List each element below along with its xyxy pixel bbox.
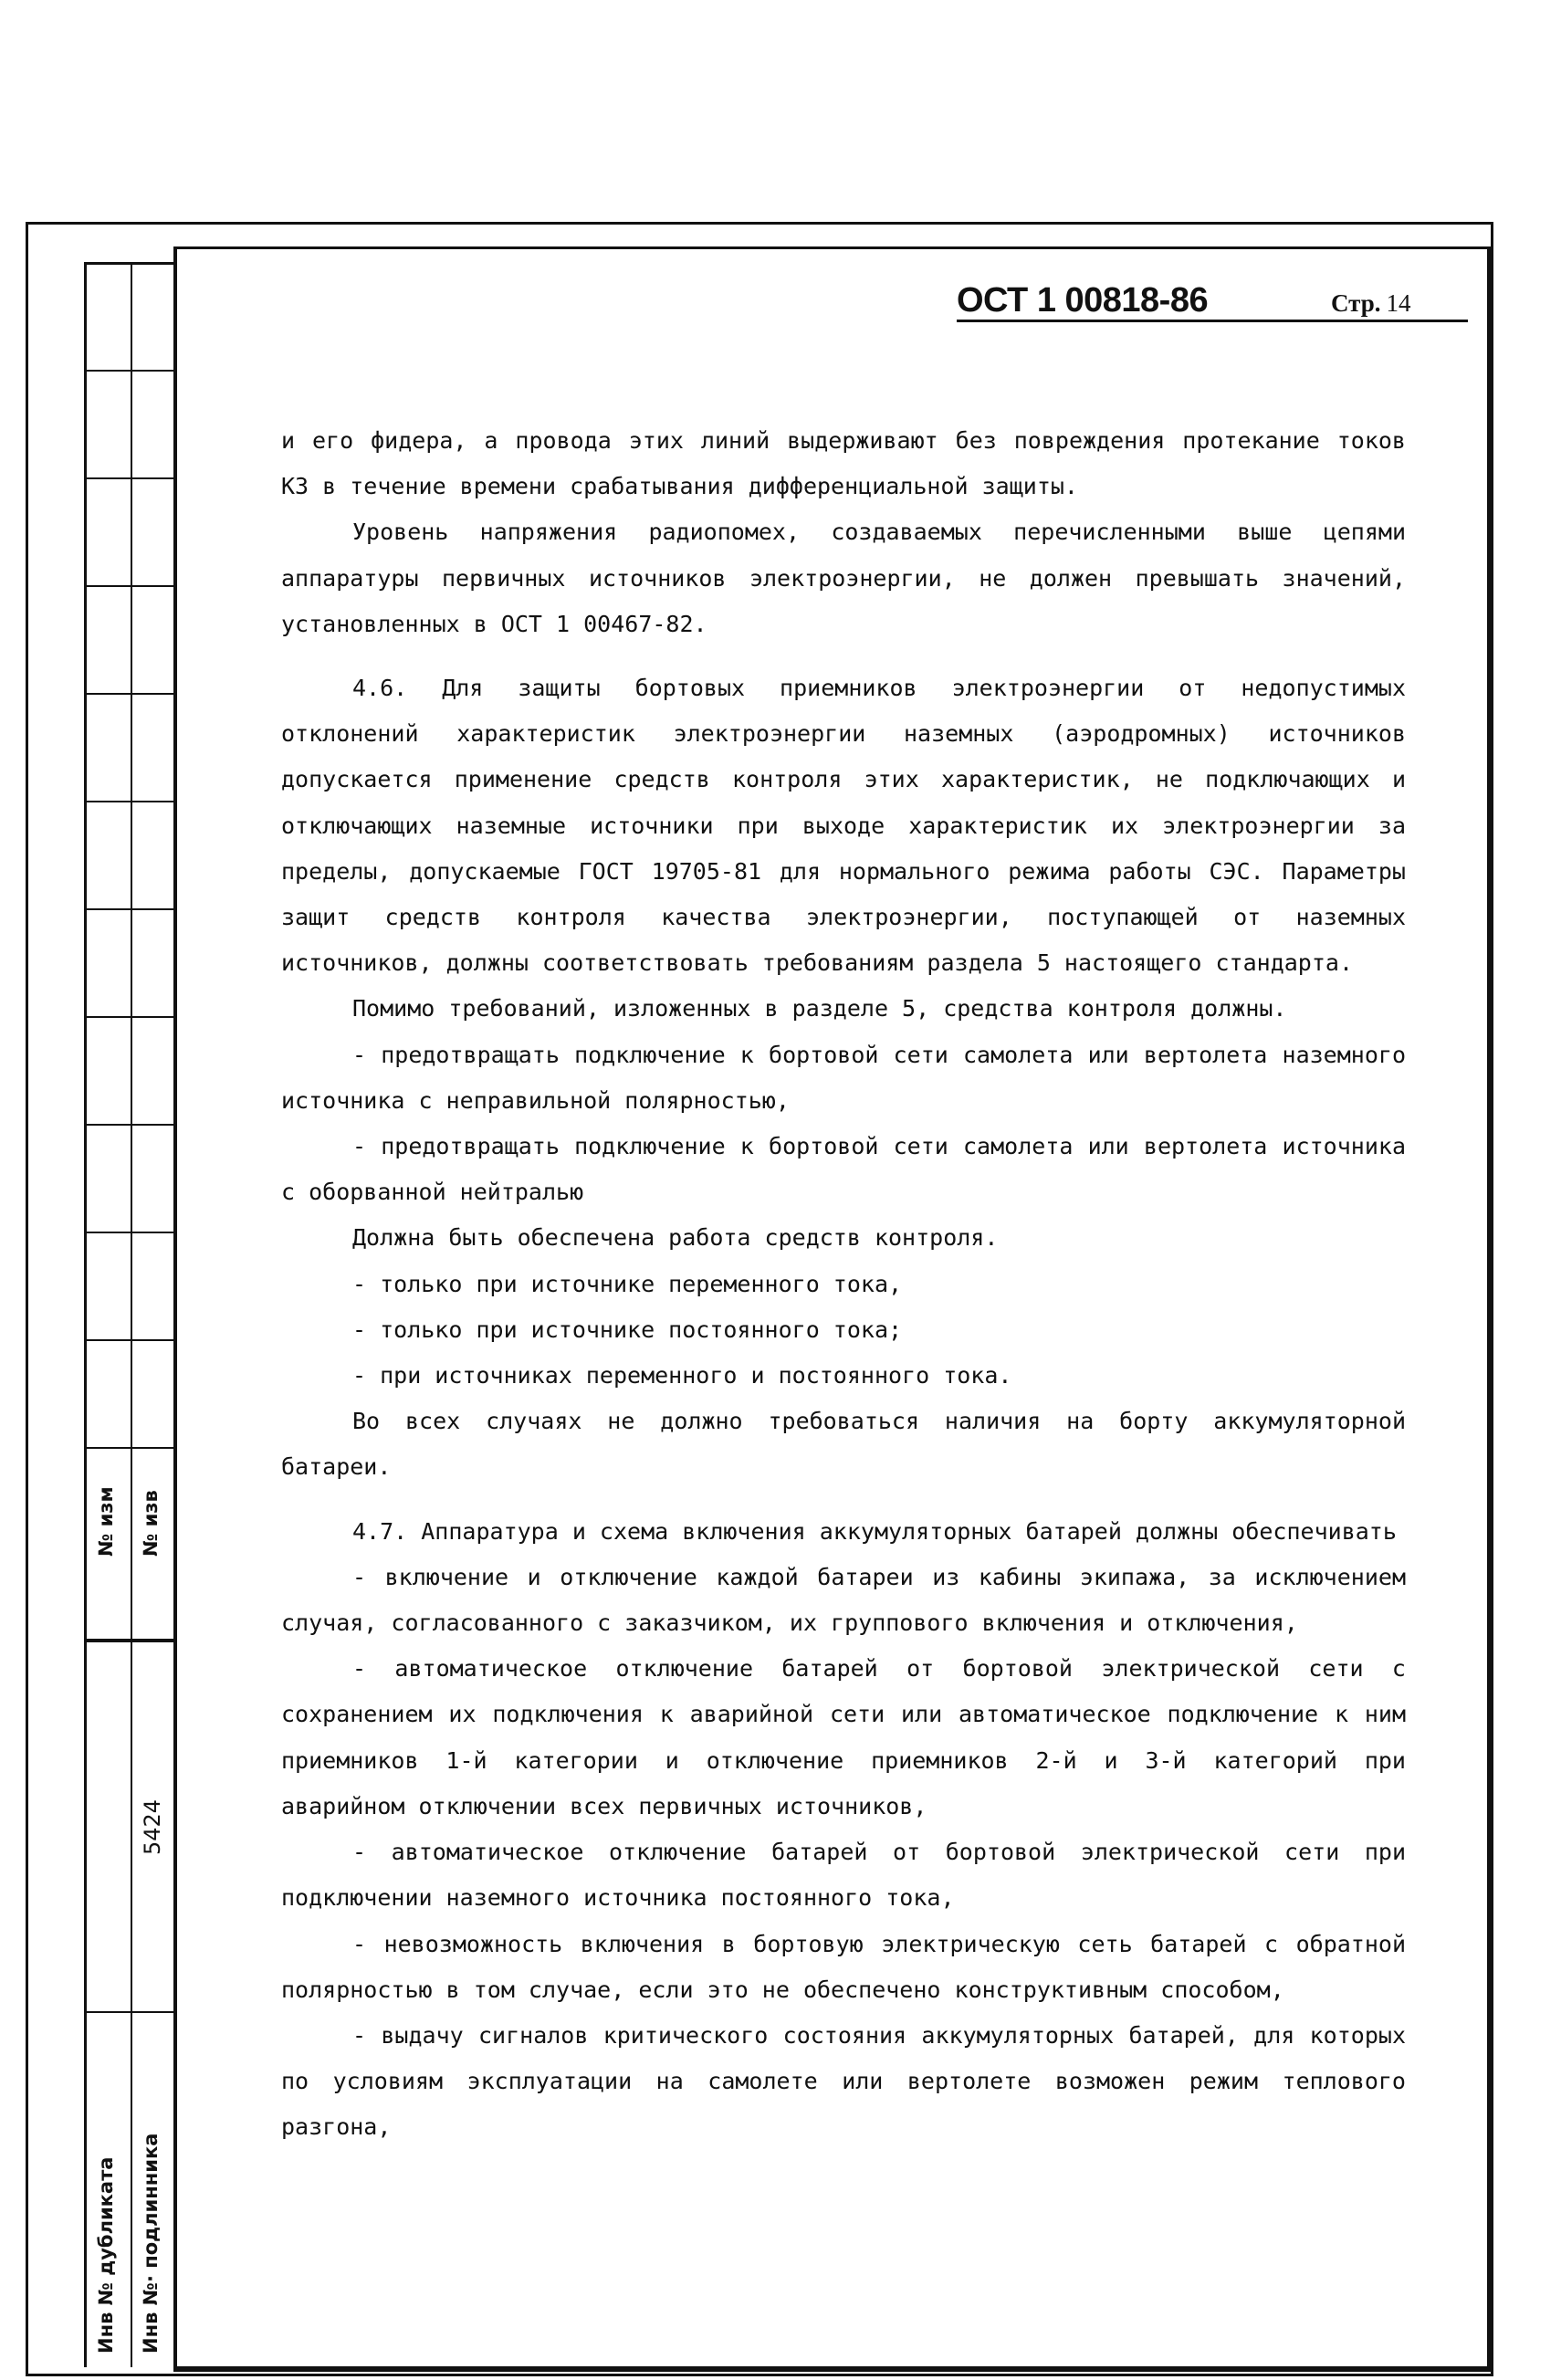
margin-row-line [84, 1232, 173, 1233]
list-item: - автоматическое отключение батарей от бортовой электрической сети при подключении наземного источника постоянного тока, [281, 1839, 1406, 1912]
page-number-value: 14 [1386, 289, 1411, 317]
document-body [281, 418, 1406, 2151]
clause-4-6: 4.6. Для защиты бортовых приемников электроэнергии от недопустимых отклонений характеристик электроэнергии наземных (аэродромных) источников допускается применение средств контроля этих характеристик, не подключающих и отключающих наземные источники при выходе характеристик их электроэнергии за пределы, допускаемые ГОСТ 19705-81 для нормального режима работы СЭС. Параметры защит средств контроля качества электроэнергии, поступающей от наземных источников, должны соответствовать требованиям раздела 5 настоящего стандарта. [281, 675, 1406, 977]
clause-4-7: 4.7. Аппаратура и схема включения аккумуляторных батарей должны обеспечивать [352, 1517, 1397, 1545]
page-number [1331, 289, 1411, 318]
change-notice-label: № изв [140, 1490, 162, 1557]
page-header [957, 281, 1468, 325]
list-item: - только при источнике переменного тока, [352, 1270, 903, 1297]
margin-row-line [84, 908, 173, 910]
paragraph: Уровень напряжения радиопомех, создаваемых перечисленными выше цепями аппаратуры первичных источников электроэнергии, не должен превышать значений, установленных в ОСТ 1 00467-82. [281, 519, 1406, 637]
document-code: ОСТ 1 00818-86 [957, 281, 1209, 320]
page-label: Стр. [1331, 289, 1381, 317]
margin-row-line [84, 2011, 173, 2013]
paragraph: Во всех случаях не должно требоваться наличия на борту аккумуляторной батареи. [281, 1408, 1406, 1481]
list-item: - автоматическое отключение батарей от бортовой электрической сети с сохранением их подключения к аварийной сети или автоматическое подключение к ним приемников 1-й категории и отключение приемников 2-й и 3-й категорий при аварийном отключении всех первичных источников, [281, 1655, 1406, 1819]
list-item: - предотвращать подключение к бортовой сети самолета или вертолета источника с оборванной нейтралью [281, 1133, 1406, 1206]
margin-row-line [84, 477, 173, 479]
margin-row-line [84, 693, 173, 695]
margin-row-line [84, 370, 173, 372]
duplicate-inventory-label: Инв № дубликата [95, 2156, 117, 2354]
paragraph: и его фидера, а провода этих линий выдерживают без повреждения протекание токов КЗ в течение времени срабатывания дифференциальной защиты. [281, 427, 1406, 500]
revision-number-label: № изм [95, 1486, 117, 1557]
margin-row-line [84, 1124, 173, 1126]
margin-row-line [84, 1016, 173, 1018]
margin-row-line [84, 1639, 173, 1642]
margin-row-line [84, 1339, 173, 1341]
list-item: - предотвращать подключение к бортовой сети самолета или вертолета наземного источника с неправильной полярностью, [281, 1041, 1406, 1114]
paragraph: Должна быть обеспечена работа средств контроля. [352, 1224, 999, 1252]
margin-stamp-strip [84, 262, 173, 2367]
margin-stamp-divider [131, 262, 132, 2367]
list-item: - только при источнике постоянного тока; [352, 1316, 903, 1343]
margin-row-line [84, 1447, 173, 1449]
original-inventory-number: 5424 [140, 1798, 165, 1855]
paragraph: Помимо требований, изложенных в разделе 5, средства контроля должны. [352, 995, 1287, 1022]
list-item: - включение и отключение каждой батареи из кабины экипажа, за исключением случая, согласованного с заказчиком, их группового включения и отключения, [281, 1563, 1406, 1637]
list-item: - невозможность включения в бортовую электрическую сеть батарей с обратной полярностью в том случае, если это не обеспечено конструктивным способом, [281, 1930, 1406, 2003]
original-inventory-label: Инв №· подлинника [140, 2133, 162, 2354]
list-item: - при источниках переменного и постоянного тока. [352, 1362, 1012, 1389]
header-rule [957, 320, 1468, 322]
margin-row-line [84, 585, 173, 587]
list-item: - выдачу сигналов критического состояния аккумуляторных батарей, для которых по условиям эксплуатации на самолете или вертолете возможен режим теплового разгона, [281, 2021, 1406, 2141]
margin-row-line [84, 801, 173, 802]
